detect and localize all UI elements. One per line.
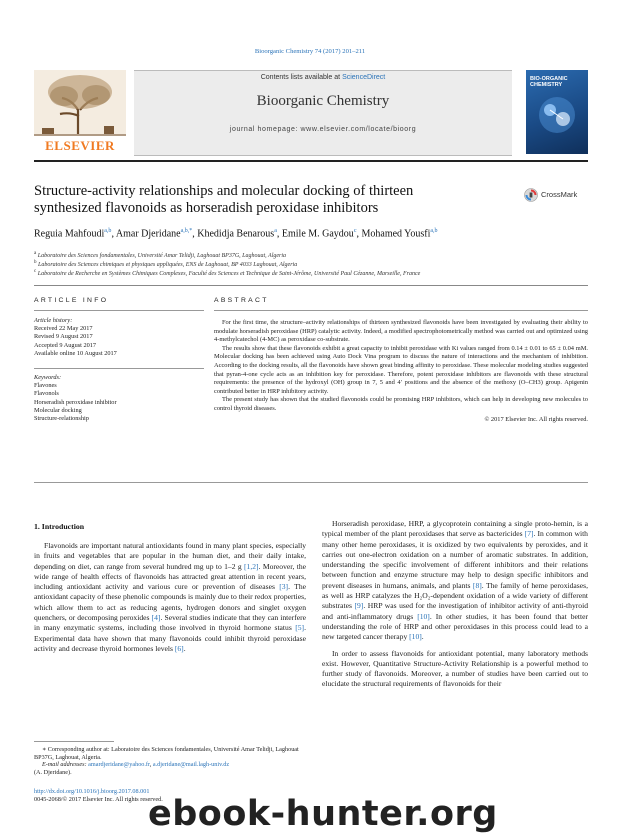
author-affiliation-marker[interactable]: c [353, 228, 357, 234]
citation-link[interactable]: [6] [174, 643, 184, 653]
paragraph-text: In order to assess flavonoids for antioxidant potential, many laboratory methods exist. However, Quantitative Structure-Activity Relationship is a powerful method to further study of flavonoids. Moreover, a number of studies have been carried out to elucidate the structural requirements of flavonoids for their [322, 648, 588, 689]
journal-cover-image[interactable] [526, 70, 588, 154]
paragraph-text: . Moreover, the wide range of health effects of flavonoids has attracted great attention in recent years, including antioxidant activity and various cure or prevention of diseases [34, 561, 306, 592]
article-info-divider [34, 310, 204, 311]
keyword-item: Structure-relationship [34, 415, 89, 423]
citation-link[interactable]: [10] [417, 611, 430, 621]
author-affiliation-marker[interactable]: a,b [430, 228, 438, 234]
watermark-text: ebook-hunter.org [148, 794, 498, 834]
author-separator: , [276, 228, 282, 240]
keywords-divider [34, 368, 204, 369]
doi-link[interactable]: http://dx.doi.org/10.1016/j.bioorg.2017.08.001 [34, 788, 150, 795]
abstract-copyright: © 2017 Elsevier Inc. All rights reserved. [484, 415, 588, 423]
article-history [34, 317, 204, 358]
author-affiliation-marker[interactable]: a,b [104, 228, 112, 234]
corresponding-author-text: ∗ Corresponding author at: Laboratoire des Sciences fondamentales, Université Amar Telidji, Laghouat BP37G, Laghouat, Algeria. [34, 746, 299, 761]
affiliation-a [34, 251, 594, 259]
paragraph-text: . The antioxidant capacity of these phenolic compounds is mainly due to their redox properties, which allow them to act as reducing agents, hydrogen donors and singlet oxygen quenchers, or decomposing peroxides [34, 582, 306, 623]
history-label: Article history: [34, 317, 73, 324]
author-name: Emile M. Gaydou [281, 228, 354, 240]
affiliation-c [34, 269, 594, 277]
sciencedirect-link[interactable]: ScienceDirect [342, 74, 386, 81]
keyword-item: Horseradish peroxidase inhibitor [34, 398, 117, 406]
email-owner: (A. Djeridane). [34, 768, 72, 776]
history-entry: Available online 10 August 2017 [34, 349, 117, 357]
paragraph-text: Flavonoids are important natural antioxidants found in many plant species, especially in fruits and vegetables that are popular in the human diet, and their daily intake, depending on diet, can range from several hundred mg up to 1–2 g [34, 541, 306, 571]
crossmark-badge[interactable] [524, 188, 588, 202]
keyword-item: Flavonols [34, 390, 59, 398]
journal-homepage[interactable]: journal homepage: www.elsevier.com/locate/bioorg [229, 126, 417, 133]
elsevier-wordmark: ELSEVIER [45, 138, 115, 153]
affiliation-marker: b [34, 260, 37, 265]
body-paragraph [322, 519, 588, 643]
paragraph-text: . Several studies indicate that they can interfere in many enzymatic systems, including those involved in thyroid hormone status [34, 613, 306, 633]
paragraph-text: . Experimental data have shown that many flavonoids could inhibit thyroid peroxidase activity and decrease thyroid hormones levels [34, 623, 306, 653]
paragraph-text: Horseradish peroxidase, HRP, a glycoprotein containing a single proto-hemin, is a typical member of the plant peroxidases that serve as bactericides [322, 519, 588, 539]
history-entry: Received 22 May 2017 [34, 325, 93, 333]
affiliation-b [34, 260, 594, 268]
citation-link[interactable]: [10] [409, 632, 422, 642]
paragraph-text: . In common with many other heme peroxidases, it is oxidized by two equivalents by peroxides, and it carries out one-electron oxidation on a number of aromatic substrates. In addition, understanding the specific involvement of different inhibitors and their relations between function and enzyme structure may help to design specific inhibitors and prevent diseases in humans, animals, and plants [322, 529, 588, 590]
footnote-divider [34, 741, 114, 742]
citation-link[interactable]: [3] [279, 582, 289, 592]
email-link-1[interactable]: amardjeridane@yahoo.fr [88, 761, 150, 769]
keywords-block [34, 374, 204, 423]
abstract-paragraph: For the first time, the structure–activity relationships of thirteen synthesized flavonoids have been investigated by evaluating their ability to modulate horseradish peroxidase (HRP) catalytic activity. Indeed, a modified spectrophotometrically method was carried out and optimized using 4-methylcatechol (4-MC) as peroxidase co-substrate. [214, 319, 588, 344]
author-affiliation-marker[interactable]: a,b,* [180, 228, 193, 234]
paragraph-text: . In other studies, it has been found that better understanding the role of HRP and other peroxidases in this process could lead to a new targeted cancer therapy [322, 611, 588, 642]
issn-copyright: 0045-2068/© 2017 Elsevier Inc. All rights reserved. [34, 795, 163, 803]
author-name: Khedidja Benarous [197, 228, 275, 240]
abstract-divider [214, 310, 588, 311]
section-heading-introduction: 1. Introduction [34, 522, 85, 531]
affiliation-marker: c [34, 269, 37, 274]
history-entry: Revised 9 August 2017 [34, 333, 93, 341]
crossmark-icon [524, 188, 538, 202]
paragraph-text: . [421, 632, 424, 642]
body-paragraph [322, 649, 588, 690]
keywords-list [34, 382, 204, 423]
section-divider [34, 285, 588, 286]
contents-line [134, 74, 512, 81]
author-list [34, 228, 594, 239]
crossmark-label: CrossMark [541, 190, 578, 199]
paragraph-text: . The family of heme peroxidases, as well as HRP catalyzes the H₂O₂-dependent oxidation of a wide variety of different substrates [322, 580, 588, 611]
author-separator: , [111, 228, 116, 240]
citation-link[interactable]: [5] [295, 623, 305, 633]
email-label: E-mail addresses: [42, 761, 89, 769]
abstract-heading: ABSTRACT [214, 297, 269, 304]
body-paragraph [34, 541, 306, 654]
abstract-body [214, 319, 588, 424]
article-info-heading: ARTICLE INFO [34, 297, 109, 304]
author-affiliation-marker[interactable]: a [274, 228, 277, 234]
paragraph-text: . [183, 643, 186, 653]
author-name: Amar Djeridane [115, 228, 181, 240]
author-separator: , [356, 228, 362, 240]
affiliation-text: Laboratoire des Sciences fondamentales, Université Amar Telidji, Laghouat BP37G, Laghouat, Algeria [37, 253, 287, 259]
citation-link[interactable]: [8] [472, 580, 482, 590]
citation-link[interactable]: [1,2] [244, 561, 259, 571]
email-line [34, 761, 306, 769]
cover-title: BIO-ORGANIC CHEMISTRY [530, 76, 568, 88]
affiliation-text: Laboratoire des Sciences chimiques et physiques appliquées, ENS de Laghouat, BP 4033 Laghouat, Algeria [38, 262, 298, 268]
citation-link[interactable]: [9] [354, 601, 364, 611]
cover-molecule-graphic [534, 92, 580, 138]
affiliation-text: Laboratoire de Recherche en Systèmes Chimiques Complexes, Faculté des Sciences et Technique de Saint-Jérôme, Université Paul Cézanne, Marseille, France [37, 271, 421, 277]
contents-prefix: Contents lists available at [260, 74, 343, 81]
paragraph-text: . HRP was used for the investigation of inhibitor activity of anti-thyroid and anti-inflammatory drugs [322, 601, 588, 621]
corresponding-author-footnote [34, 746, 306, 776]
abstract-paragraph: The present study has shown that the studied flavonoids could be promising HRP inhibitors, which can help in developing new molecules to control thyroid diseases. [214, 396, 588, 412]
email-link-2[interactable]: a.djeridane@mail.lagh-univ.dz [152, 761, 230, 769]
abstract-paragraph: The results show that these flavonoids exhibit a great capacity to inhibit peroxidase with Ki values ranged from 0.14 ± 0.01 to 65 ± 0.04 mM. Molecular docking has been achieved using Auto Dock Vina program to discuss the nature of interactions and the mechanism of inhibition. According to the docking results, all the flavonoids have shown great binding affinity to peroxidase. These molecular modeling studies suggested that pyran-4-one cycle acts as an inhibition key for peroxidase. Therefore, potent peroxidase inhibitors are flavonoids with these structural requirements: the presence of the hydroxyl (OH) group in 7, 5 and 4′ positions and the absence of the methoxy (O–CH3) group. Apigenin contributed better in HRP inhibitory activity. [214, 344, 588, 395]
keyword-item: Molecular docking [34, 406, 82, 414]
affiliation-marker: a [34, 251, 37, 256]
journal-banner [134, 70, 512, 156]
article-title: Structure-activity relationships and molecular docking of thirteen synthesized flavonoids as horseradish peroxidase inhibitors [34, 183, 414, 216]
history-entry: Accepted 9 August 2017 [34, 341, 97, 349]
body-column-right [322, 519, 588, 690]
body-column-left [34, 541, 306, 654]
journal-name: Bioorganic Chemistry [256, 93, 390, 109]
citation-link[interactable]: [7] [524, 529, 534, 539]
keyword-item: Flavones [34, 382, 57, 390]
header-divider [34, 160, 588, 162]
citation-link[interactable]: [4] [151, 613, 161, 623]
author-separator: , [192, 228, 198, 240]
keywords-label: Keywords: [34, 374, 62, 381]
email-separator: , [149, 761, 153, 769]
journal-citation[interactable]: Bioorganic Chemistry 74 (2017) 201–211 [254, 48, 366, 55]
author-name: Reguia Mahfoudi [34, 228, 105, 240]
history-list [34, 325, 204, 358]
abstract-bottom-divider [34, 482, 588, 483]
author-name: Mohamed Yousfi [361, 228, 431, 240]
